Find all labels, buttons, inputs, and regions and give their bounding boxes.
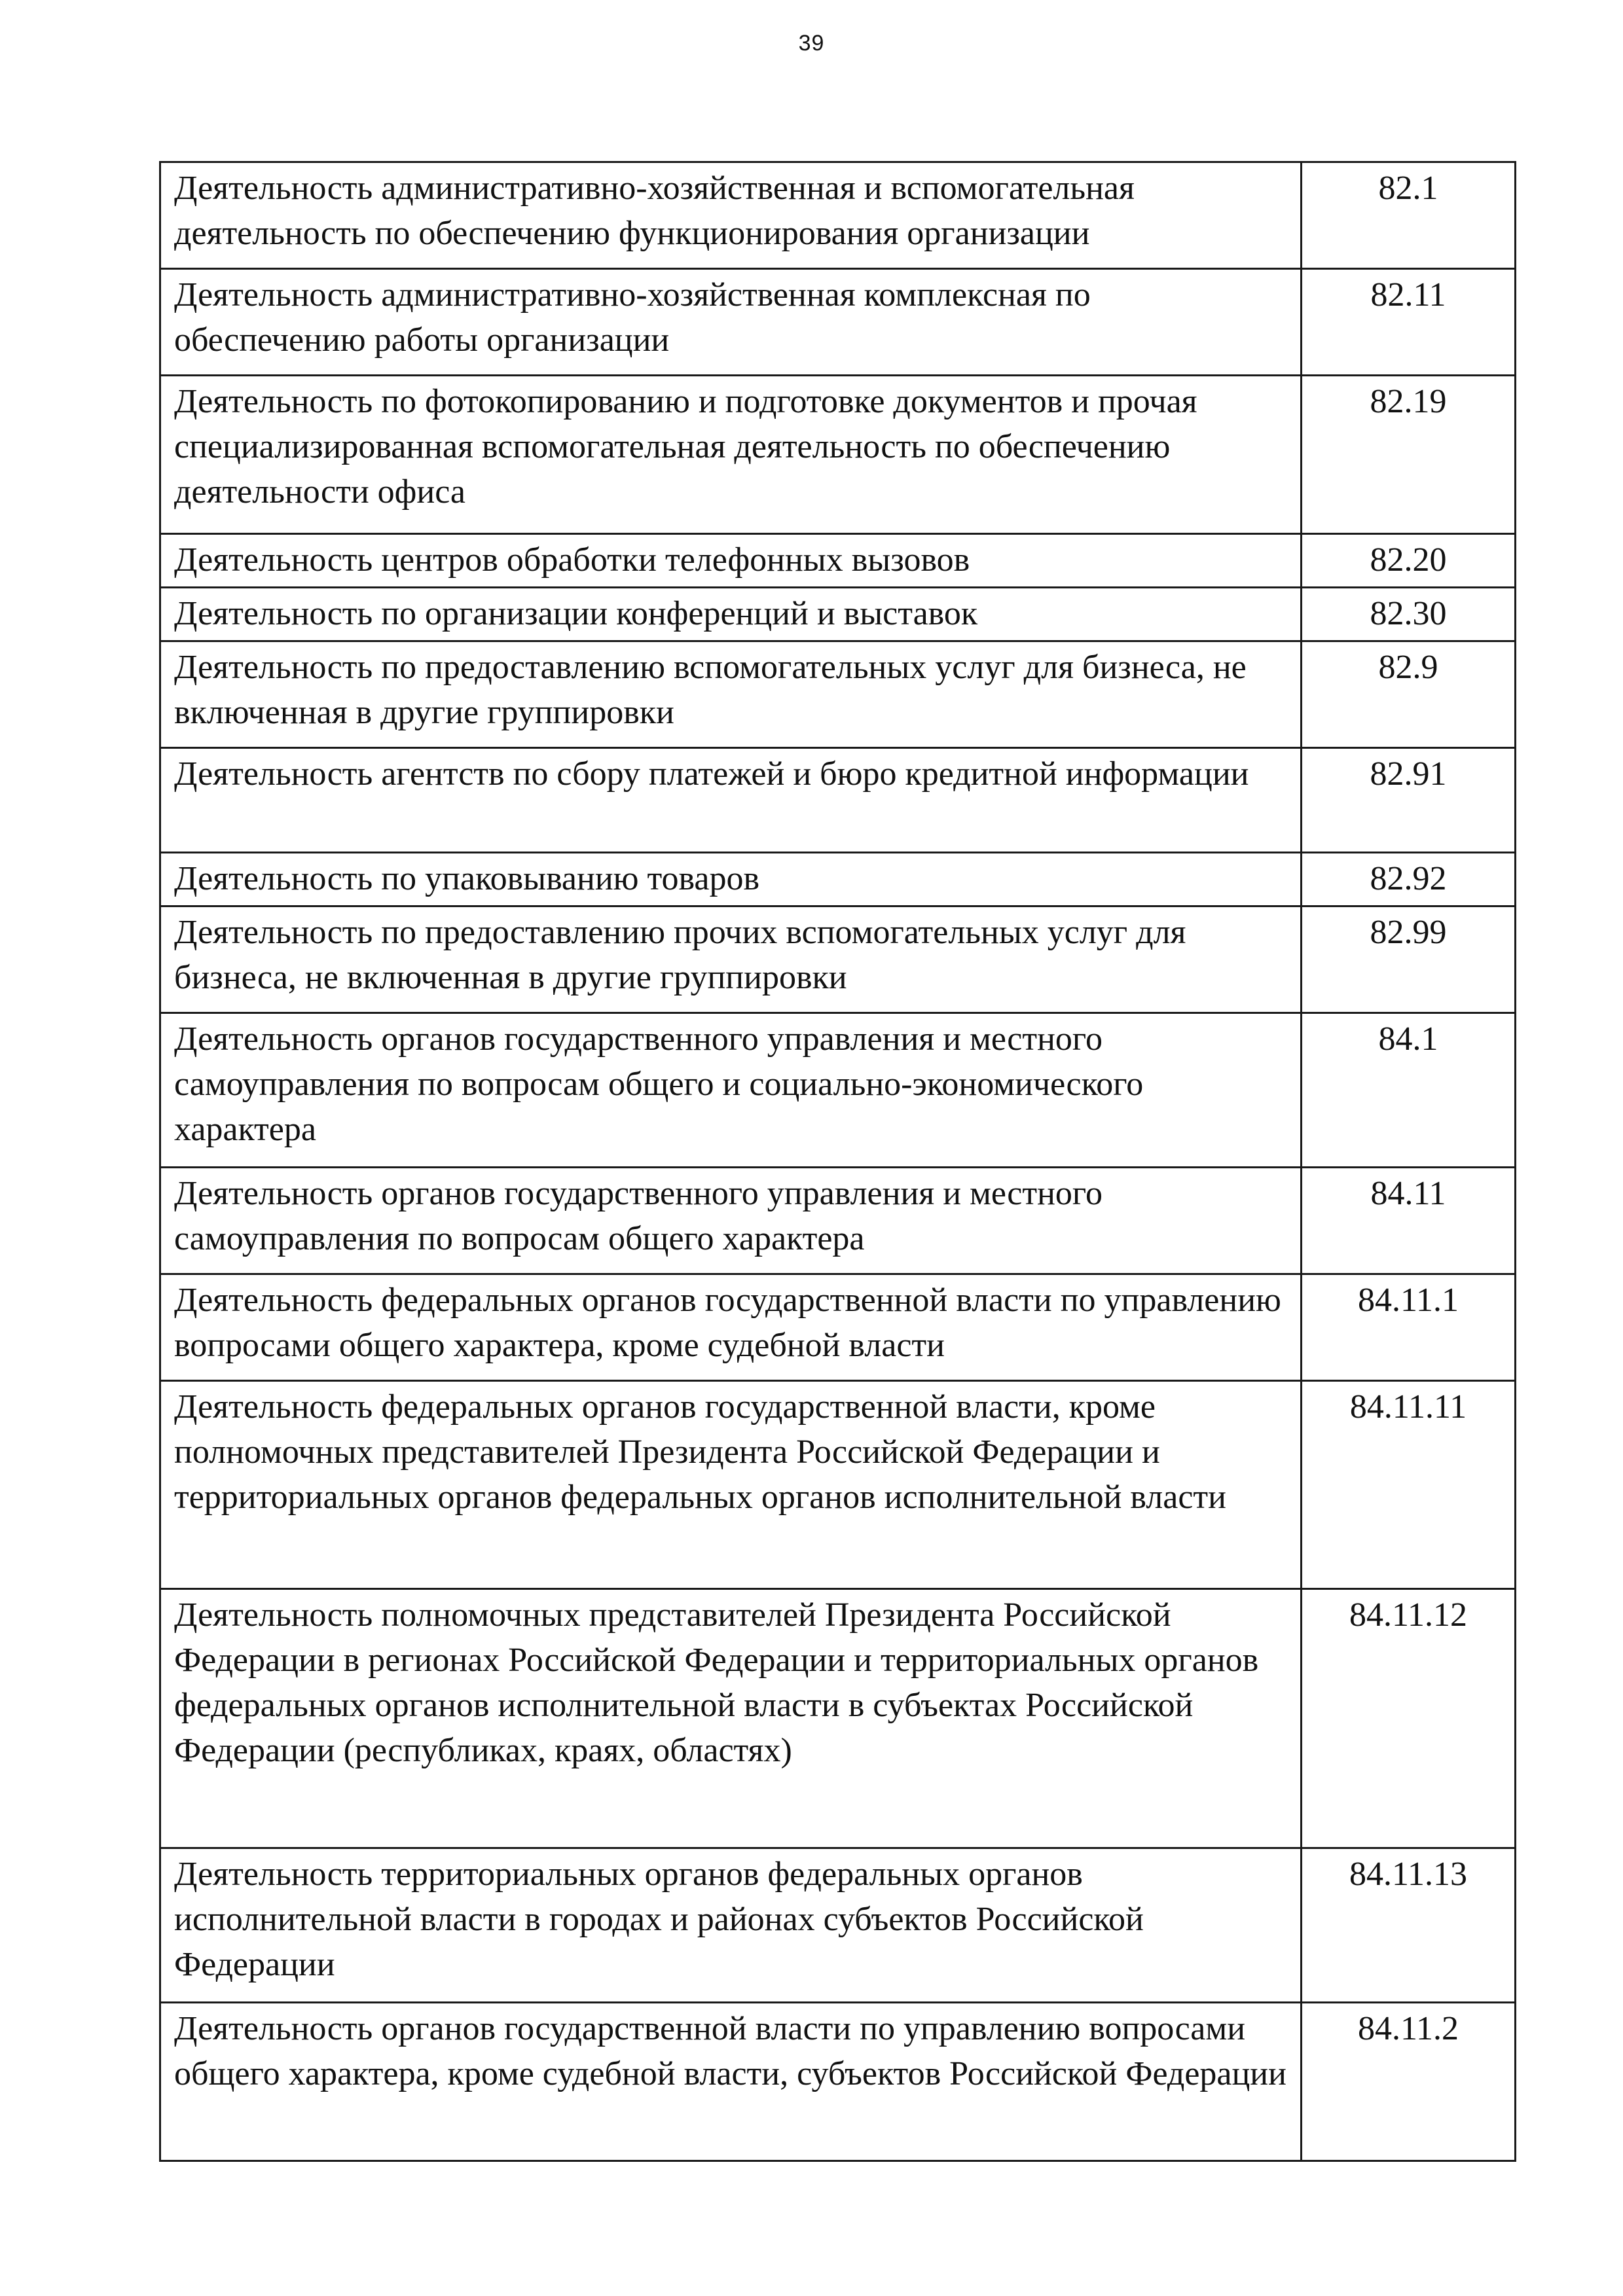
activity-code: 82.91: [1302, 748, 1516, 853]
activity-code: 82.11: [1302, 269, 1516, 376]
table-row: [160, 1848, 1516, 2003]
activity-code: 82.9: [1302, 641, 1516, 748]
activity-code: 84.11.1: [1302, 1274, 1516, 1381]
activity-code: 84.11.11: [1302, 1381, 1516, 1589]
table-row: [160, 1013, 1516, 1168]
activity-description: Деятельность по организации конференций и выставок: [160, 588, 1302, 641]
table-row: [160, 748, 1516, 853]
table-row: [160, 2003, 1516, 2161]
activity-description: Деятельность органов государственной власти по управлению вопросами общего характера, кроме судебной власти, субъектов Российской Федерации: [160, 2003, 1302, 2161]
activity-description: Деятельность административно-хозяйственная и вспомогательная деятельность по обеспечению функционирования организации: [160, 162, 1302, 269]
activity-code: 84.11.2: [1302, 2003, 1516, 2161]
page-number: 39: [798, 31, 825, 56]
activity-description: Деятельность полномочных представителей Президента Российской Федерации в регионах Российской Федерации и территориальных органов федеральных органов исполнительной власти в субъектах Российской Федерации (республиках, краях, областях): [160, 1589, 1302, 1848]
table-row: [160, 162, 1516, 269]
activity-description: Деятельность центров обработки телефонных вызовов: [160, 534, 1302, 588]
table-row: [160, 1381, 1516, 1589]
activity-description: Деятельность по предоставлению вспомогательных услуг для бизнеса, не включенная в другие группировки: [160, 641, 1302, 748]
activity-description: Деятельность органов государственного управления и местного самоуправления по вопросам общего характера: [160, 1168, 1302, 1274]
table-row: [160, 906, 1516, 1013]
table-row: [160, 269, 1516, 376]
activity-code: 82.1: [1302, 162, 1516, 269]
table-row: [160, 1168, 1516, 1274]
activity-description: Деятельность территориальных органов федеральных органов исполнительной власти в городах и районах субъектов Российской Федерации: [160, 1848, 1302, 2003]
activity-description: Деятельность по предоставлению прочих вспомогательных услуг для бизнеса, не включенная в другие группировки: [160, 906, 1302, 1013]
activity-code: 84.11.13: [1302, 1848, 1516, 2003]
activity-code: 84.1: [1302, 1013, 1516, 1168]
activity-description: Деятельность агентств по сбору платежей и бюро кредитной информации: [160, 748, 1302, 853]
activity-code: 82.19: [1302, 376, 1516, 534]
activity-description: Деятельность органов государственного управления и местного самоуправления по вопросам общего и социально-экономического характера: [160, 1013, 1302, 1168]
table-row: [160, 641, 1516, 748]
table-row: [160, 1274, 1516, 1381]
activity-description: Деятельность по фотокопированию и подготовке документов и прочая специализированная вспомогательная деятельность по обеспечению деятельности офиса: [160, 376, 1302, 534]
table-row: [160, 534, 1516, 588]
activity-description: Деятельность федеральных органов государственной власти по управлению вопросами общего характера, кроме судебной власти: [160, 1274, 1302, 1381]
activity-description: Деятельность федеральных органов государственной власти, кроме полномочных представителей Президента Российской Федерации и территориальных органов федеральных органов исполнительной власти: [160, 1381, 1302, 1589]
activity-code: 84.11: [1302, 1168, 1516, 1274]
table-row: [160, 588, 1516, 641]
activity-code: 82.30: [1302, 588, 1516, 641]
activity-code: 82.20: [1302, 534, 1516, 588]
table-row: [160, 376, 1516, 534]
activity-code: 84.11.12: [1302, 1589, 1516, 1848]
activity-codes-table: [159, 161, 1516, 2162]
activity-description: Деятельность по упаковыванию товаров: [160, 853, 1302, 906]
activity-code: 82.99: [1302, 906, 1516, 1013]
table-row: [160, 1589, 1516, 1848]
table-row: [160, 853, 1516, 906]
activity-description: Деятельность административно-хозяйственная комплексная по обеспечению работы организации: [160, 269, 1302, 376]
activity-code: 82.92: [1302, 853, 1516, 906]
